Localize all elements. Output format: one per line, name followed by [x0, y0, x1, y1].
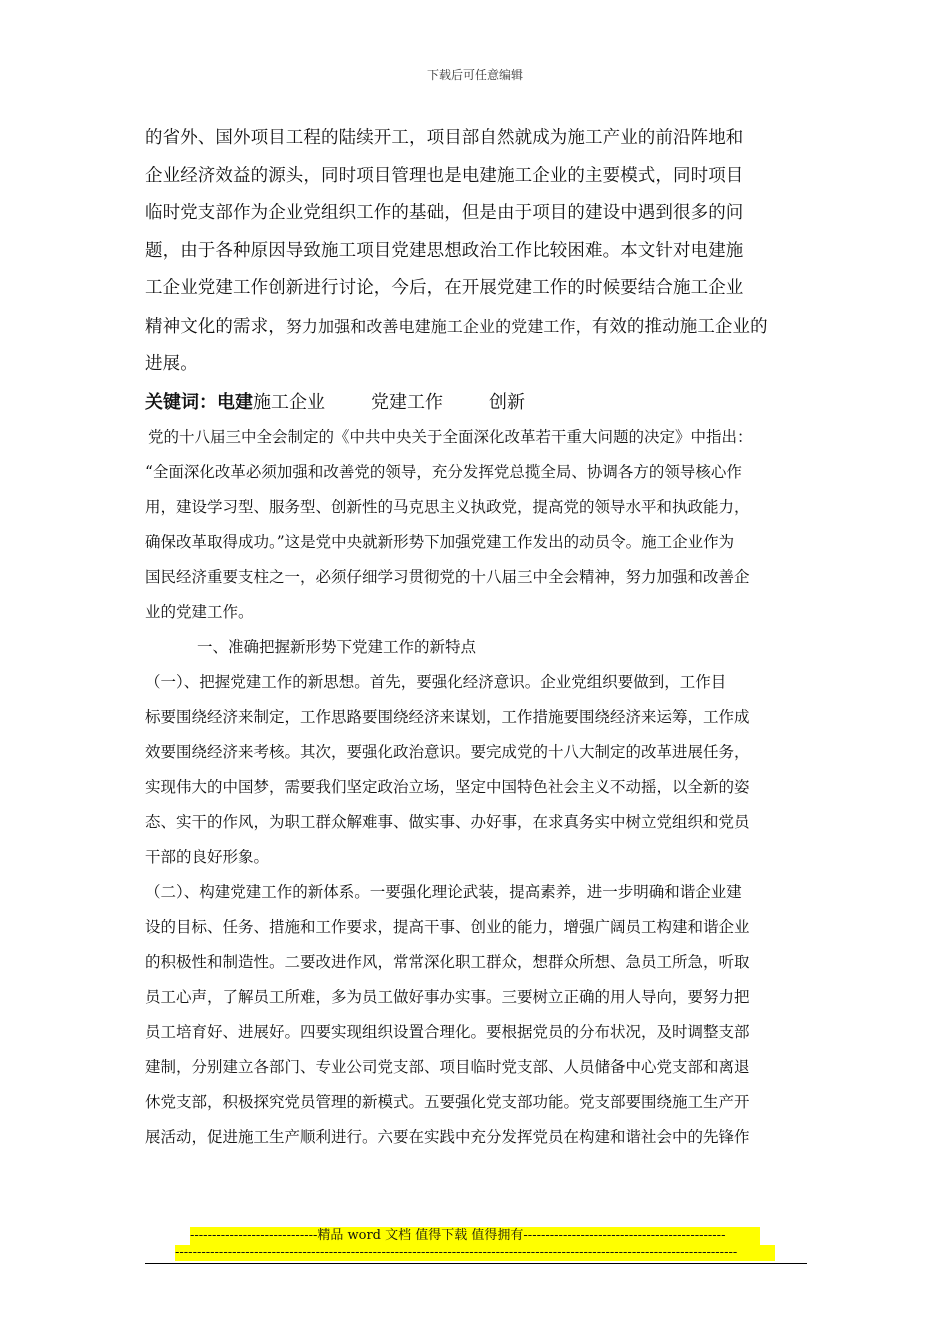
- intro-line-part: 有效的推动施工企业的: [591, 316, 768, 337]
- para-line: 效要围绕经济来考核。其次，要强化政治意识。要完成党的十八大制定的改革进展任务，: [145, 742, 750, 761]
- keyword: 施工企业: [253, 391, 325, 413]
- para-line: 休党支部，积极探究党员管理的新模式。五要强化党支部功能。党支部要围绕施工生产开: [145, 1092, 750, 1111]
- keyword-lead: 电建: [217, 391, 253, 413]
- footer-rule: [145, 1263, 807, 1264]
- para-line: 国民经济重要支柱之一，必须仔细学习贯彻党的十八届三中全会精神，努力加强和改善企: [145, 567, 750, 586]
- para-line: （二）、构建党建工作的新体系。一要强化理论武装，提高素养，进一步明确和谐企业建: [145, 882, 742, 901]
- page-header: 下载后可任意编辑: [426, 68, 523, 82]
- keywords-line: [145, 386, 815, 420]
- intro-line-small: 努力加强和改善电建施工企业的党建工作，: [285, 316, 592, 336]
- intro-line-part: 精神文化的需求，: [145, 316, 286, 337]
- intro-line: 企业经济效益的源头，同时项目管理也是电建施工企业的主要模式，同时项目: [145, 165, 744, 186]
- para-line: 的积极性和制造性。二要改进作风，常常深化职工群众，想群众所想、急员工所急，听取: [145, 952, 750, 971]
- para-line: （一）、把握党建工作的新思想。首先，要强化经济意识。企业党组织要做到，工作目: [145, 672, 727, 691]
- keywords-label: 关键词：: [145, 391, 217, 413]
- intro-line: 进展。: [145, 354, 198, 374]
- para-line: 员工培育好、进展好。四要实现组织设置合理化。要根据党员的分布状况，及时调整支部: [145, 1022, 750, 1041]
- para-line: 建制，分别建立各部门、专业公司党支部、项目临时党支部、人员储备中心党支部和离退: [145, 1057, 750, 1076]
- para-line: 标要围绕经济来制定，工作思路要围绕经济来谋划，工作措施要围绕经济来运筹，工作成: [145, 707, 750, 726]
- para-line: 确保改革取得成功。”这是党中央就新形势下加强党建工作发出的动员令。施工企业作为: [145, 532, 735, 551]
- para-line: 设的目标、任务、措施和工作要求，提高干事、创业的能力，增强广阔员工构建和谐企业: [145, 917, 750, 936]
- footer-banner: -----------------------------精品 word 文档 值得下载 值得拥有----------------------------------------------: [190, 1227, 760, 1245]
- intro-line: 的省外、国外项目工程的陆续开工，项目部自然就成为施工产业的前沿阵地和: [145, 128, 744, 148]
- section-heading: 一、准确把握新形势下党建工作的新特点: [197, 637, 477, 656]
- intro-line: [145, 308, 815, 347]
- para-line: 用，建设学习型、服务型、创新性的马克思主义执政党，提高党的领导水平和执政能力，: [145, 497, 750, 516]
- para-line: 态、实干的作风，为职工群众解难事、做实事、办好事，在求真务实中树立党组织和党员: [145, 812, 750, 831]
- para-line: 党的十八届三中全会制定的《中共中央关于全面深化改革若干重大问题的决定》中指出：: [148, 427, 753, 446]
- para-line: 干部的良好形象。: [145, 847, 270, 866]
- para-line: 业的党建工作。: [145, 602, 254, 621]
- document-body: [145, 120, 815, 1155]
- para-line: 员工心声，了解员工所难，多为员工做好事办实事。三要树立正确的用人导向，要努力把: [145, 987, 750, 1006]
- intro-line: 题，由于各种原因导致施工项目党建思想政治工作比较困难。本文针对电建施: [145, 240, 744, 261]
- intro-line: 工企业党建工作创新进行讨论，今后，在开展党建工作的时候要结合施工企业: [145, 278, 744, 298]
- para-line: 实现伟大的中国梦，需要我们坚定政治立场，坚定中国特色社会主义不动摇，以全新的姿: [145, 777, 750, 796]
- keyword: 党建工作: [371, 391, 443, 413]
- keyword: 创新: [489, 391, 525, 413]
- intro-line: 临时党支部作为企业党组织工作的基础，但是由于项目的建设中遇到很多的问: [145, 203, 744, 223]
- para-line: “全面深化改革必须加强和改善党的领导，充分发挥党总揽全局、协调各方的领导核心作: [145, 462, 742, 481]
- footer-dash-line: --------------------------------------------------------------------------------------------------------------------------------: [175, 1245, 775, 1261]
- para-line: 展活动，促进施工生产顺利进行。六要在实践中充分发挥党员在构建和谐社会中的先锋作: [145, 1127, 750, 1146]
